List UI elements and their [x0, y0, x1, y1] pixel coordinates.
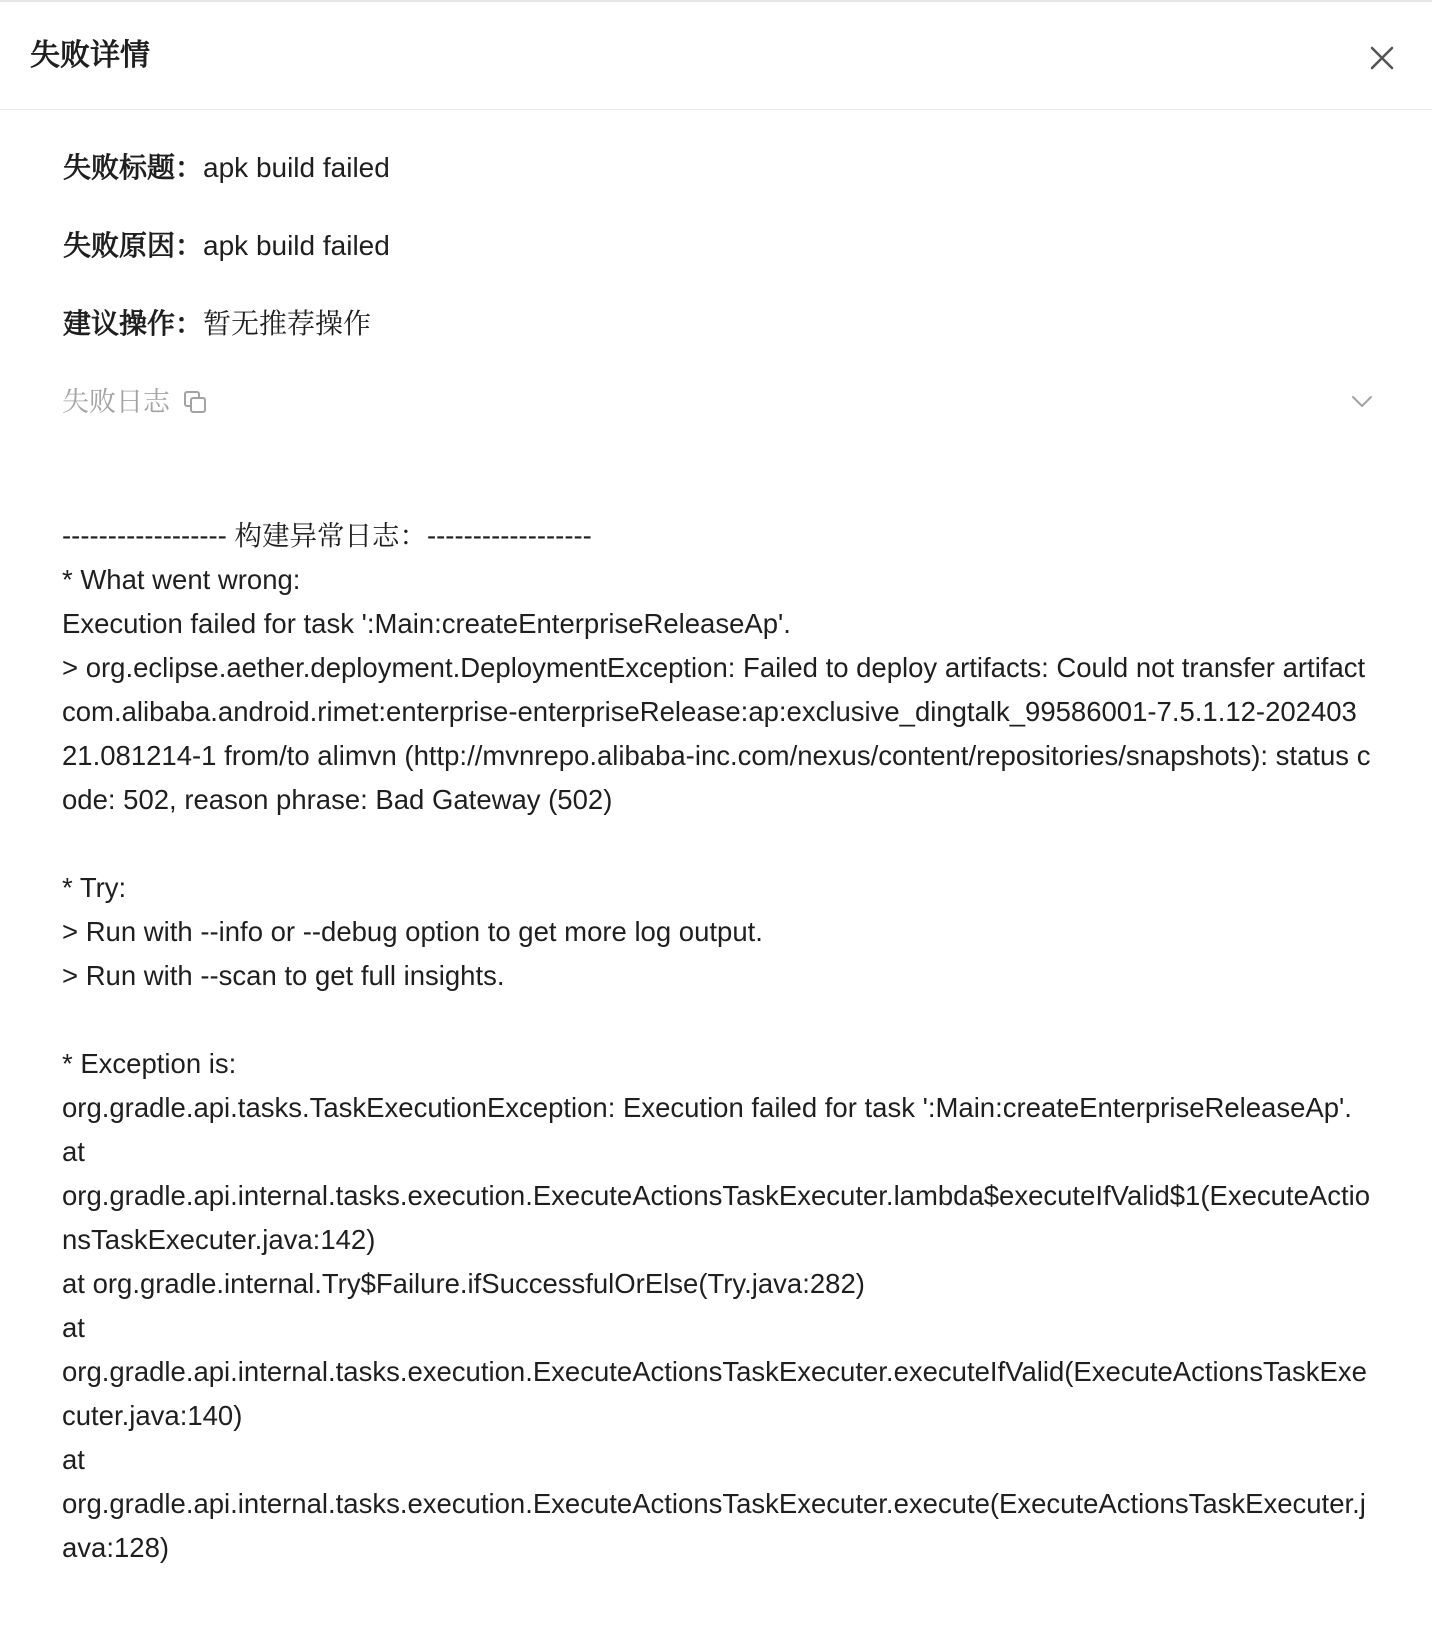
log-line [62, 998, 1372, 1042]
failure-log-content [62, 514, 1372, 1570]
log-line [62, 822, 1372, 866]
suggested-action-label: 建议操作： [63, 308, 204, 339]
log-line: org.gradle.api.internal.tasks.execution.ExecuteActionsTaskExecuter.executeIfValid(ExecuteActionsTaskExecuter.java:140) [62, 1356, 1367, 1431]
failure-log-header [62, 382, 208, 422]
suggested-action-value: 暂无推荐操作 [203, 308, 372, 339]
log-line: > Run with --scan to get full insights. [62, 960, 505, 991]
chevron-down-icon[interactable] [1349, 389, 1375, 415]
log-line: org.gradle.api.internal.tasks.execution.ExecuteActionsTaskExecuter.lambda$executeIfValid$1(ExecuteActionsTaskExecuter.java:142) [62, 1180, 1371, 1255]
close-button[interactable] [1362, 38, 1402, 78]
close-icon [1362, 38, 1402, 78]
drawer-title: 失败详情 [30, 39, 150, 72]
failure-reason-label: 失败原因： [63, 230, 204, 261]
log-line: > Run with --info or --debug option to get more log output. [62, 916, 763, 947]
failure-title-row [63, 148, 390, 188]
log-line: at [62, 1444, 85, 1475]
log-line: * What went wrong: [62, 564, 301, 595]
copy-icon[interactable] [182, 389, 208, 415]
suggested-action-row [63, 304, 371, 344]
log-line: at [62, 1136, 85, 1167]
log-line: at org.gradle.internal.Try$Failure.ifSuccessfulOrElse(Try.java:282) [62, 1268, 865, 1299]
failure-title-label: 失败标题： [63, 152, 204, 183]
log-line: > org.eclipse.aether.deployment.DeploymentException: Failed to deploy artifacts: Could not transfer artifact com.alibaba.android.rimet:enterprise-enterpriseRelease:ap:exclusive_dingtalk_99586001-7.5.1.12-20240321.081214-1 from/to alimvn (http://mvnrepo.alibaba-inc.com/nexus/content/repositories/snapshots): status code: 502, reason phrase: Bad Gateway (502) [62, 652, 1373, 815]
log-line: * Exception is: [62, 1048, 237, 1079]
failure-reason-value: apk build failed [203, 230, 390, 261]
log-line: ------------------ 构建异常日志：------------------ [62, 520, 592, 551]
log-line: * Try: [62, 872, 127, 903]
failure-title-value: apk build failed [203, 152, 390, 183]
failure-reason-row [63, 226, 390, 266]
log-line: org.gradle.api.tasks.TaskExecutionException: Execution failed for task ':Main:createEnterpriseReleaseAp'. [62, 1092, 1352, 1123]
log-line: at [62, 1312, 85, 1343]
log-line: Execution failed for task ':Main:createEnterpriseReleaseAp'. [62, 608, 791, 639]
failure-log-label: 失败日志 [62, 387, 170, 417]
log-line: org.gradle.api.internal.tasks.execution.ExecuteActionsTaskExecuter.execute(ExecuteActionsTaskExecuter.java:128) [62, 1488, 1366, 1563]
drawer-header [0, 2, 1432, 110]
